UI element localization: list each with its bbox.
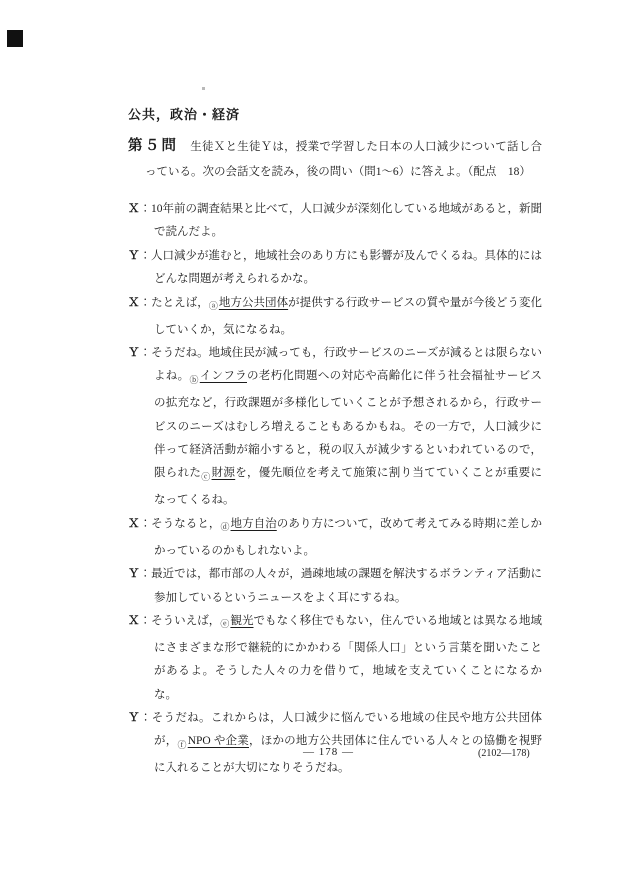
circled-letter-marker: ⓒ: [201, 471, 211, 482]
dialogue: [128, 198, 542, 781]
underlined-term: 観光: [230, 614, 254, 627]
dialogue-turn: Ｙ：そうだね。これからは，人口減少に悩んでいる地域の住民や地方公共団体が，$_ⓕ$NPO や企業，ほかの地方公共団体に住んでいる人々との協働を視野に入れることが大切になりそうだね。: [128, 712, 543, 775]
question-intro-paragraph: [128, 134, 542, 185]
underlined-term: インフラ: [199, 370, 247, 383]
underlined-term: 地方公共団体: [218, 296, 289, 309]
footer-code: (2102—178): [478, 748, 530, 759]
circled-letter-marker: ⓕ: [177, 739, 187, 750]
dialogue-turn: Ｙ：人口減少が進むと，地域社会のあり方にも影響が及んでくるね。具体的にはどんな問題が考えられるかな。: [128, 249, 542, 286]
speaker-label: Ｘ: [128, 614, 140, 627]
footer-page-number: — 178 —: [303, 746, 354, 758]
dialogue-turn: Ｘ：10年前の調査結果と比べて，人口減少が深刻化している地域があると，新聞で読んだよ。: [128, 203, 543, 239]
circled-letter-marker: ⓑ: [189, 374, 199, 385]
dialogue-turn: Ｙ：最近では，都市部の人々が，過疎地域の課題を解決するボランティア活動に参加しているというニュースをよく耳にするね。: [128, 568, 543, 604]
dialogue-turn: Ｘ：そういえば，$_ⓔ$観光でもなく移住でもない，住んでいる地域とは異なる地域にさまざまな形で継続的にかかわる「関係人口」という言葉を聞いたことがあるよ。そうした人々の力を借りて，地域を支えていくことになるかな。: [128, 614, 543, 701]
speaker-label: Ｙ: [128, 568, 140, 581]
circled-letter-marker: ⓐ: [208, 301, 218, 312]
question-intro-text: 生徒Ｘと生徒Ｙは，授業で学習した日本の人口減少について話し合っている。次の会話文を読み，後の問い（問1～6）に答えよ。（配点 18）: [145, 141, 542, 178]
scan-speck: [202, 87, 205, 90]
speaker-label: Ｙ: [128, 249, 140, 262]
speaker-label: Ｘ: [128, 296, 140, 309]
underlined-term: 地方自治: [230, 517, 277, 530]
subject-header: 公共，政治・経済: [128, 107, 241, 122]
underlined-term: 財源: [211, 467, 236, 480]
speaker-label: Ｘ: [128, 203, 140, 215]
underlined-term: NPO や企業: [187, 735, 249, 748]
circled-letter-marker: ⓔ: [220, 619, 230, 630]
circled-letter-marker: ⓓ: [220, 522, 230, 533]
dialogue-turn: Ｙ：そうだね。地域住民が減っても，行政サービスのニーズが減るとは限らないよね。$_ⓑ$インフラの老朽化問題への対応や高齢化に伴う社会福祉サービスの拡充など，行政課題が多様化していくことが予想されるから，行政サービスのニーズはむしろ増えることもあるかもね。その一方で，人口減少に伴って経済活動が縮小すると，税の収入が減少するといわれているので，限られた$_ⓒ$財源を，優先順位を考えて施策に割り当てていくことが重要になってくるね。: [128, 346, 543, 507]
speaker-label: Ｙ: [128, 346, 140, 359]
question-block: [128, 134, 542, 185]
question-number-label: 第５問: [128, 138, 179, 154]
speaker-label: Ｘ: [128, 517, 140, 530]
corner-registration-mark: [7, 30, 23, 47]
dialogue-turn: Ｘ：そうなると，$_ⓓ$地方自治のあり方について，改めて考えてみる時期に差しかかっているのかもしれないよ。: [128, 517, 543, 557]
dialogue-turn: Ｘ：たとえば，$_ⓐ$地方公共団体が提供する行政サービスの質や量が今後どう変化していくか，気になるね。: [128, 296, 543, 336]
speaker-label: Ｙ: [128, 712, 140, 725]
